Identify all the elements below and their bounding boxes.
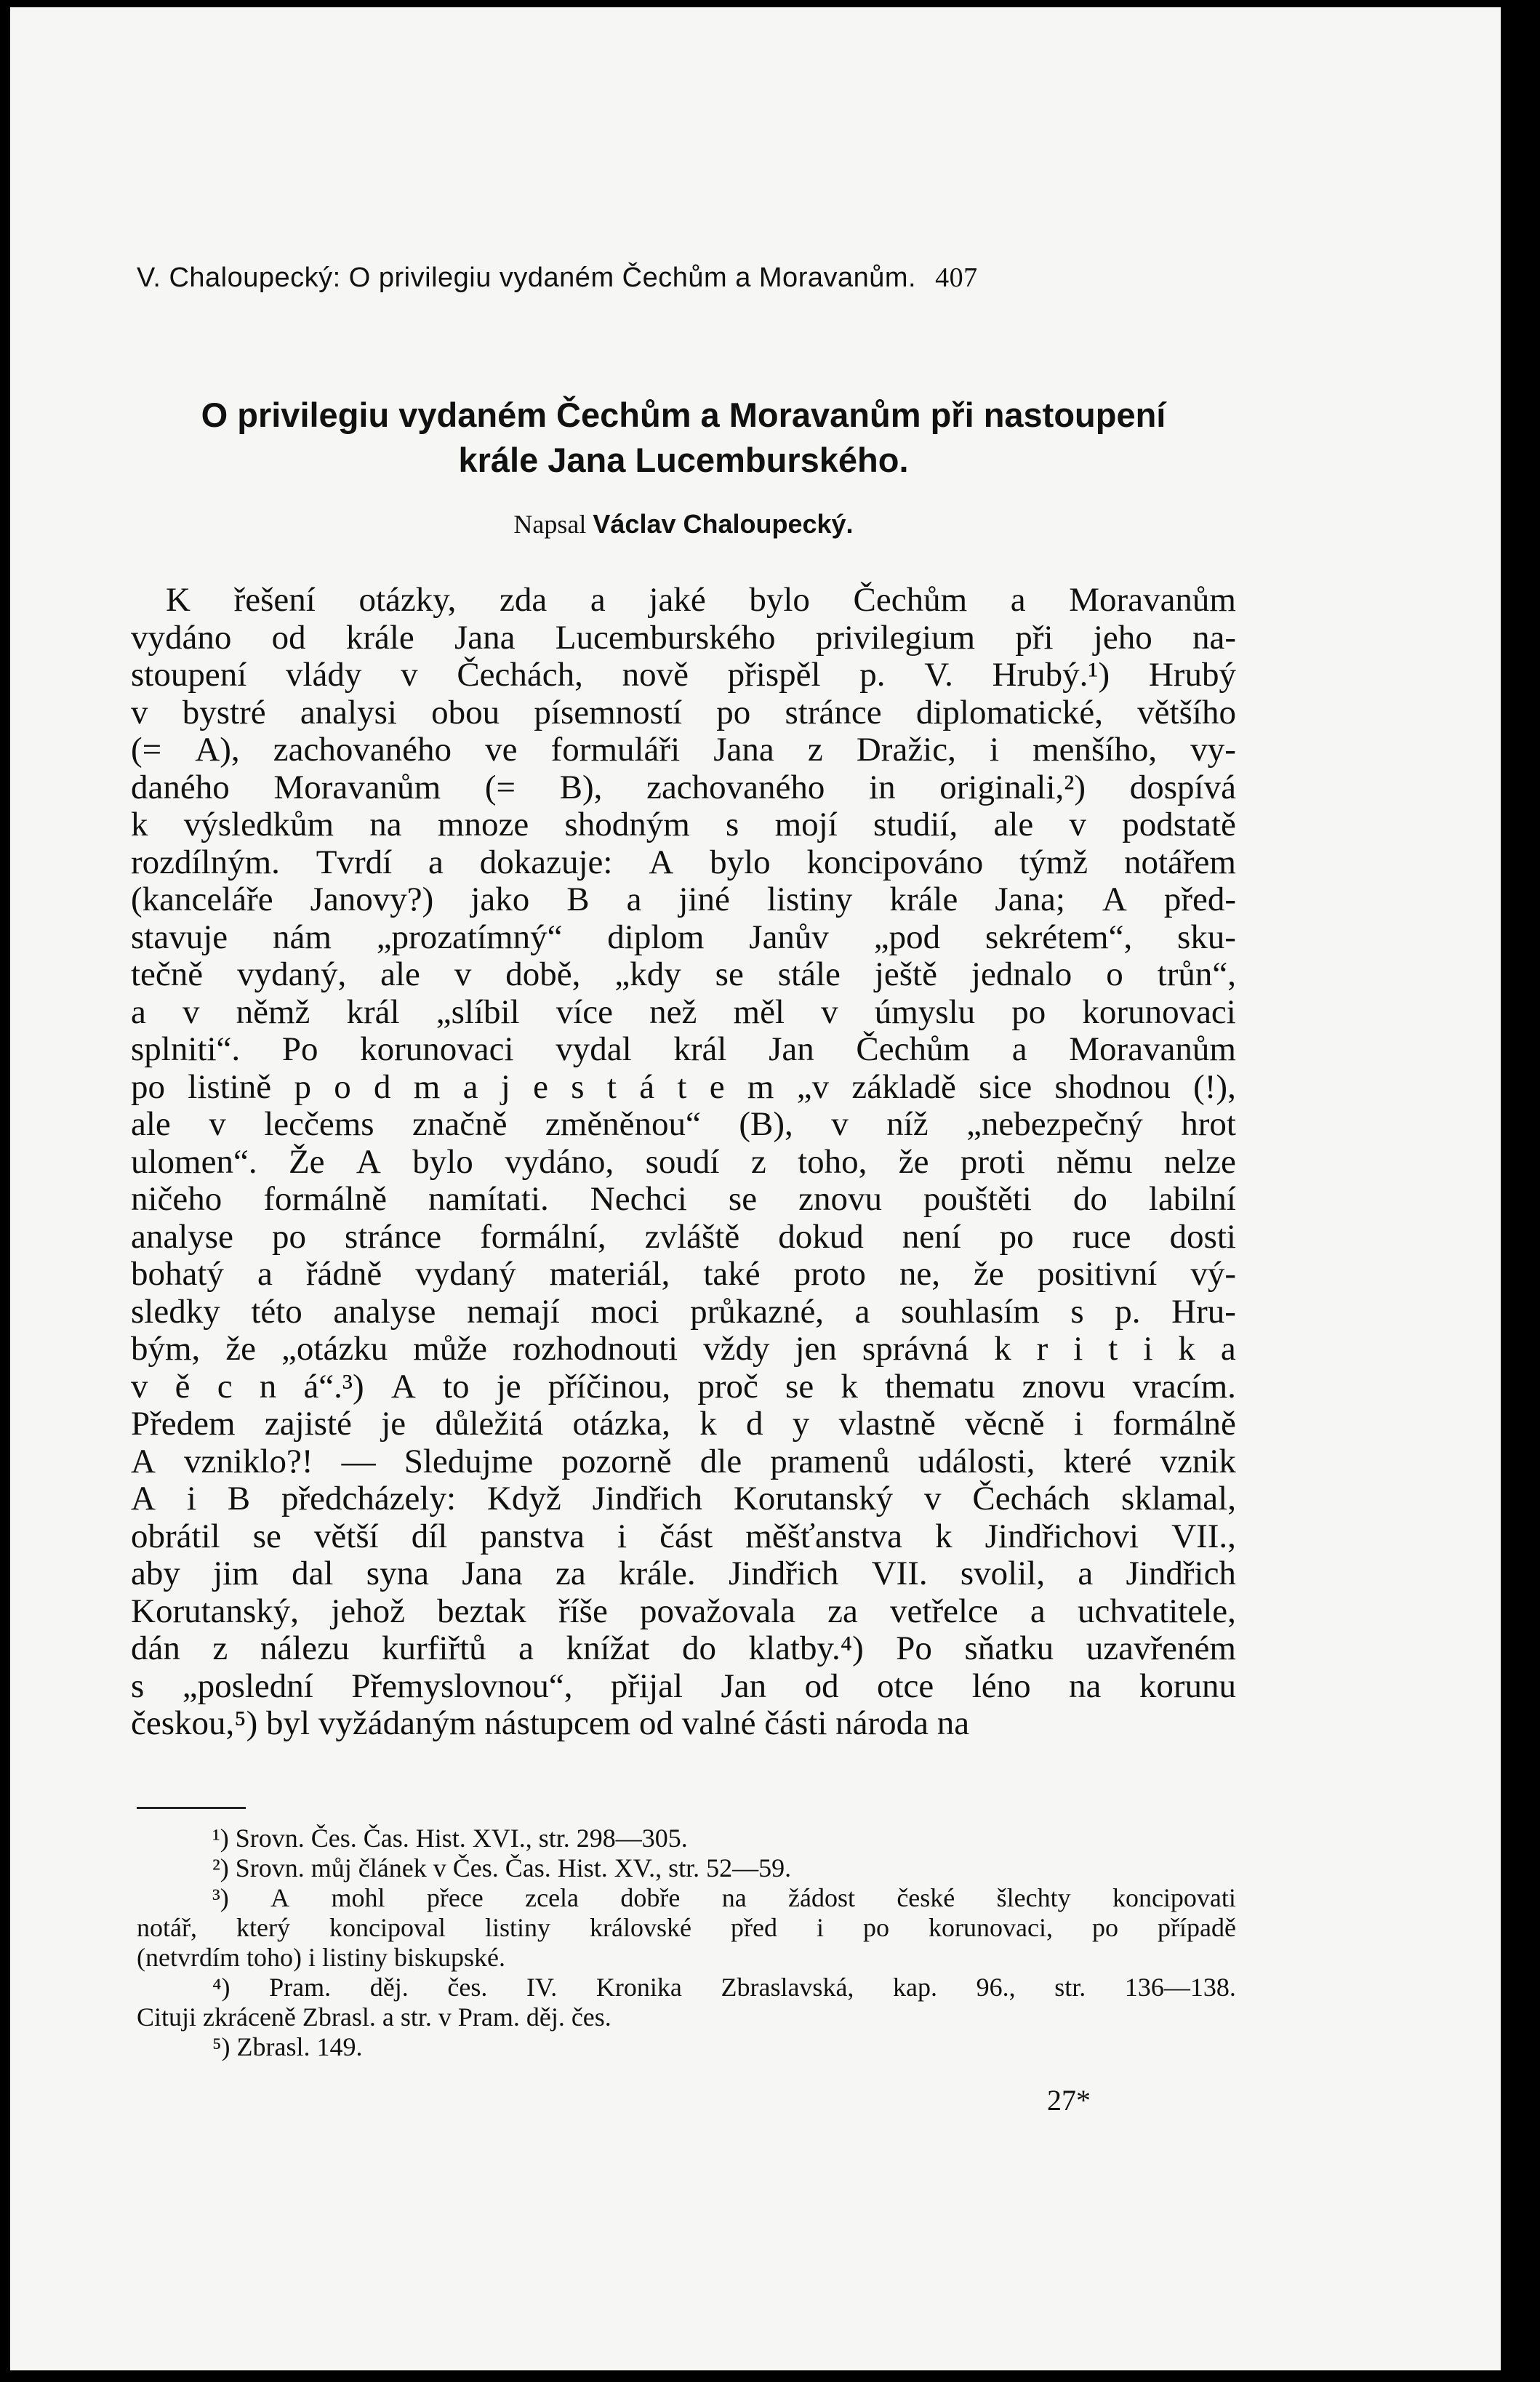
footnote-line: ⁴) Pram. děj. čes. IV. Kronika Zbraslavská, kap. 96., str. 136—138. (212, 1973, 1236, 2002)
footnote-line: Cituji zkráceně Zbrasl. a str. v Pram. děj. čes. (137, 2002, 611, 2032)
author-name: Václav Chaloupecký. (593, 509, 854, 539)
text-line: Předem zajisté je důležitá otázka, k d y vlastně věcně i formálně (131, 1405, 1236, 1443)
text-line: (= A), zachovaného ve formuláři Jana z Dražic, i menšího, vy- (131, 731, 1236, 769)
text-line: daného Moravanům (= B), zachovaného in originali,²) dospívá (131, 768, 1236, 806)
footnote-line: notář, který koncipoval listiny královské před i po korunovaci, po případě (137, 1913, 1236, 1942)
footnote-line: ³) A mohl přece zcela dobře na žádost české šlechty koncipovati (212, 1883, 1236, 1912)
text-line: A i B předcházely: Když Jindřich Korutanský v Čechách sklamal, (131, 1480, 1236, 1517)
text-line: (kanceláře Janovy?) jako B a jiné listiny krále Jana; A před- (131, 881, 1236, 918)
text-line: obrátil se větší díl panstva i část měšťanstva k Jindřichovi VII., (131, 1517, 1236, 1555)
text-line: ničeho formálně namítati. Nechci se znovu pouštěti do labilní (131, 1180, 1236, 1218)
text-line: tečně vydaný, ale v době, „kdy se stále ještě jednalo o trůn“, (131, 955, 1236, 993)
text-line: ale v lecčems značně změněnou“ (B), v níž „nebezpečný hrot (131, 1105, 1236, 1143)
footnote-line: ⁵) Zbrasl. 149. (212, 2032, 363, 2061)
footnotes (137, 1824, 1236, 2062)
byline-prefix: Napsal (513, 510, 587, 539)
text-line: bohatý a řádně vydaný materiál, také proto ne, že positivní vý- (131, 1255, 1236, 1293)
text-line: v ě c n á“.³) A to je příčinou, proč se k thematu znovu vracím. (131, 1367, 1236, 1405)
text-line: dán z nálezu kurfiřtů a knížat do klatby.⁴) Po sňatku uzavřeném (131, 1629, 1236, 1667)
footnote-line: ²) Srovn. můj článek v Čes. Čas. Hist. XV., str. 52—59. (212, 1853, 792, 1882)
byline (102, 509, 1265, 540)
footnote-line: (netvrdím toho) i listiny biskupské. (137, 1943, 505, 1972)
running-title: V. Chaloupecký: O privilegiu vydaném Čechům a Moravanům. (137, 262, 917, 293)
text-line: k výsledkům na mnoze shodným s mojí studií, ale v podstatě (131, 806, 1236, 843)
text-line: A vzniklo?! — Sledujme pozorně dle pramenů události, které vznik (131, 1442, 1236, 1480)
text-line: stoupení vlády v Čechách, nově přispěl p. V. Hrubý.¹) Hrubý (131, 656, 1236, 694)
text-line: splniti“. Po korunovaci vydal král Jan Čechům a Moravanům (131, 1030, 1236, 1068)
page-number: 407 (935, 262, 978, 293)
footnote-divider (137, 1807, 246, 1809)
text-line: v bystré analysi obou písemností po stránce diplomatické, většího (131, 693, 1236, 731)
text-line: českou,⁵) byl vyžádaným nástupcem od valné části národa na (131, 1704, 970, 1742)
text-line: K řešení otázky, zda a jaké bylo Čechům a Moravanům (166, 581, 1236, 619)
text-line: vydáno od krále Jana Lucemburského privilegium při jeho na- (131, 618, 1236, 657)
text-line: a v němž král „slíbil více než měl v úmyslu po korunovaci (131, 992, 1236, 1031)
body-text (131, 582, 1236, 1743)
text-line: ulomen“. Že A bylo vydáno, soudí z toho, že proti němu nelze (131, 1142, 1236, 1181)
text-line: aby jim dal syna Jana za krále. Jindřich VII. svolil, a Jindřich (131, 1555, 1236, 1592)
text-line: s „poslední Přemyslovnou“, přijal Jan od otce léno na korunu (131, 1667, 1236, 1705)
signature-mark: 27* (1047, 2084, 1091, 2117)
text-line: bým, že „otázku může rozhodnouti vždy jen správná k r i t i k a (131, 1330, 1236, 1368)
text-line: stavuje nám „prozatímný“ diplom Janův „pod sekrétem“, sku- (131, 918, 1236, 956)
text-line: rozdílným. Tvrdí a dokazuje: A bylo koncipováno týmž notářem (131, 843, 1236, 881)
running-header (137, 262, 1227, 294)
text-line: analyse po stránce formální, zvláště dokud není po ruce dosti (131, 1217, 1236, 1256)
title-line-1: O privilegiu vydaném Čechům a Moravanům při nastoupení (201, 396, 1166, 434)
text-line: po listině p o d m a j e s t á t e m „v základě sice shodnou (!), (131, 1067, 1236, 1106)
footnote-line: ¹) Srovn. Čes. Čas. Hist. XVI., str. 298—305. (212, 1824, 688, 1853)
title-line-2: krále Jana Lucemburského. (458, 441, 909, 479)
text-line: sledky této analyse nemají moci průkazné, a souhlasím s p. Hru- (131, 1292, 1236, 1331)
text-line: Korutanský, jehož beztak říše považovala za vetřelce a uchvatitele, (131, 1592, 1236, 1630)
article-title (102, 393, 1265, 483)
